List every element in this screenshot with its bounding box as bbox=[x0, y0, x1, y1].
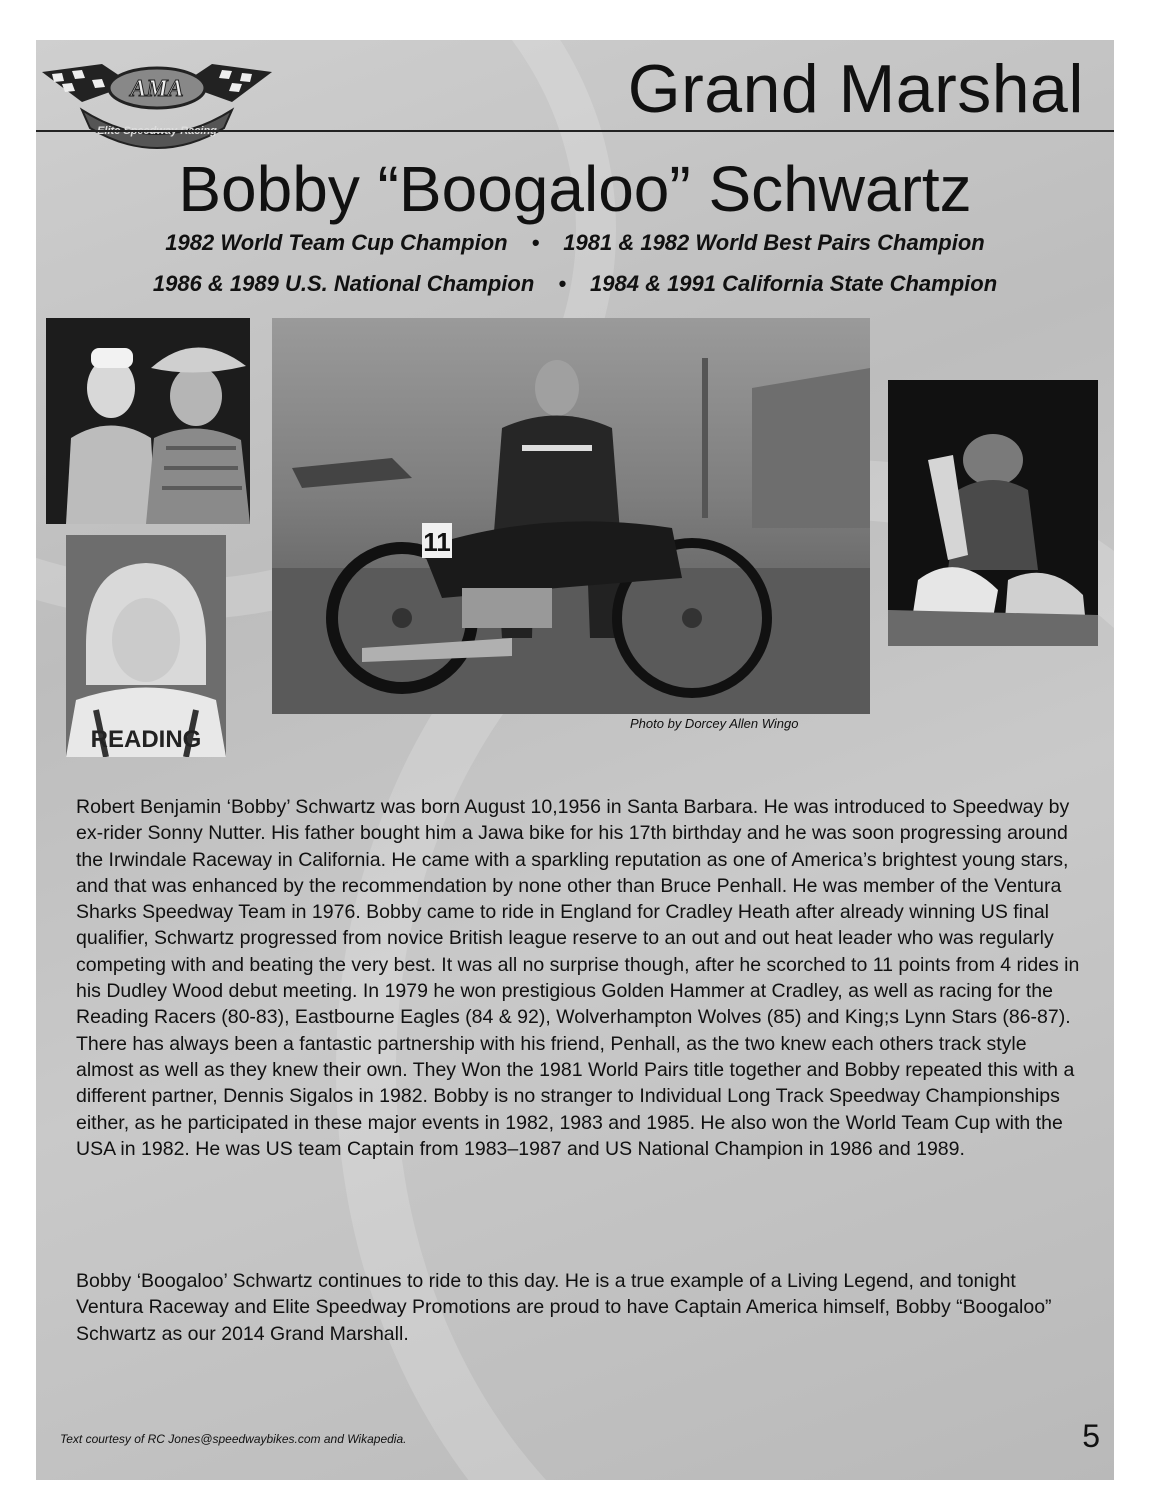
honor-separator: • bbox=[558, 271, 567, 296]
photo-caption: Photo by Dorcey Allen Wingo bbox=[630, 716, 799, 731]
bio-paragraph-2: Bobby ‘Boogaloo’ Schwartz continues to ride to this day. He is a true example of a Living Legend, and tonight Ventura Raceway and Elite Speedway Promotions are proud to have Captain America himself, Bobby “Boogaloo” Schwartz as our 2014 Grand Marshall. bbox=[76, 1270, 1052, 1345]
honor-item: 1982 World Team Cup Champion bbox=[165, 230, 508, 255]
photo-celebration bbox=[888, 380, 1098, 646]
honor-separator: • bbox=[531, 230, 540, 255]
honor-item: 1986 & 1989 U.S. National Champion bbox=[152, 271, 535, 296]
photo-rider-with-bike bbox=[272, 318, 870, 714]
honor-item: 1984 & 1991 California State Champion bbox=[590, 271, 998, 296]
text-credit: Text courtesy of RC Jones@speedwaybikes.com and Wikapedia. bbox=[60, 1432, 407, 1446]
honors-line-2 bbox=[36, 271, 1114, 297]
ama-logo bbox=[42, 48, 272, 158]
honors-line-1 bbox=[36, 230, 1114, 256]
honor-item: 1981 & 1982 World Best Pairs Champion bbox=[563, 230, 985, 255]
honoree-name: Bobby “Boogaloo” Schwartz bbox=[178, 153, 972, 225]
photo-young-rider bbox=[66, 535, 226, 757]
rider-shirt-text: READING bbox=[90, 726, 202, 753]
svg-text:AMA: AMA bbox=[130, 76, 184, 102]
program-page bbox=[36, 40, 1114, 1480]
svg-text:11: 11 bbox=[423, 527, 451, 557]
page-number: 5 bbox=[1082, 1418, 1100, 1454]
bio-paragraph-1: Robert Benjamin ‘Bobby’ Schwartz was born August 10,1956 in Santa Barbara. He was introduced to Speedway by ex-rider Sonny Nutter. His father bought him a Jawa bike for his 17th birthday and he was soon progressing around the Irwindale Raceway in California. He came with a sparkling reputation as one of America’s brightest young stars, and that was enhanced by the recommendation by none other than Bruce Penhall. He was member of the Ventura Sharks Speedway Team in 1976. Bobby came to ride in England for Cradley Heath after already winning US final qualifier, Schwartz progressed from novice British league reserve to an out and out heat leader who was regularly competing with and beating the very best. It was all no surprise though, after he scorched to 11 points from 4 rides in his Dudley Wood debut meeting. In 1979 he won prestigious Golden Hammer at Cradley, as well as racing for the Reading Racers (80-83), Eastbourne Eagles (84 & 92), Wolverhampton Wolves (85) and King;s Lynn Stars (86-87). There has always been a fantastic partnership with his friend, Penhall, as the two knew each others track style almost as well as they knew their own. They Won the 1981 World Pairs title together and Bobby repeated this with a different partner, Dennis Sigalos in 1982. Bobby is no stranger to Individual Long Track Speedway Championships either, as he participated in these major events in 1982, 1983 and 1985. He also won the World Team Cup with the USA in 1982. He was US team Captain from 1983–1987 and US National Champion in 1986 and 1989. bbox=[76, 796, 1080, 1160]
header-divider bbox=[36, 130, 1114, 132]
photo-riders-interview bbox=[46, 318, 250, 524]
page-header-title: Grand Marshal bbox=[627, 51, 1084, 127]
